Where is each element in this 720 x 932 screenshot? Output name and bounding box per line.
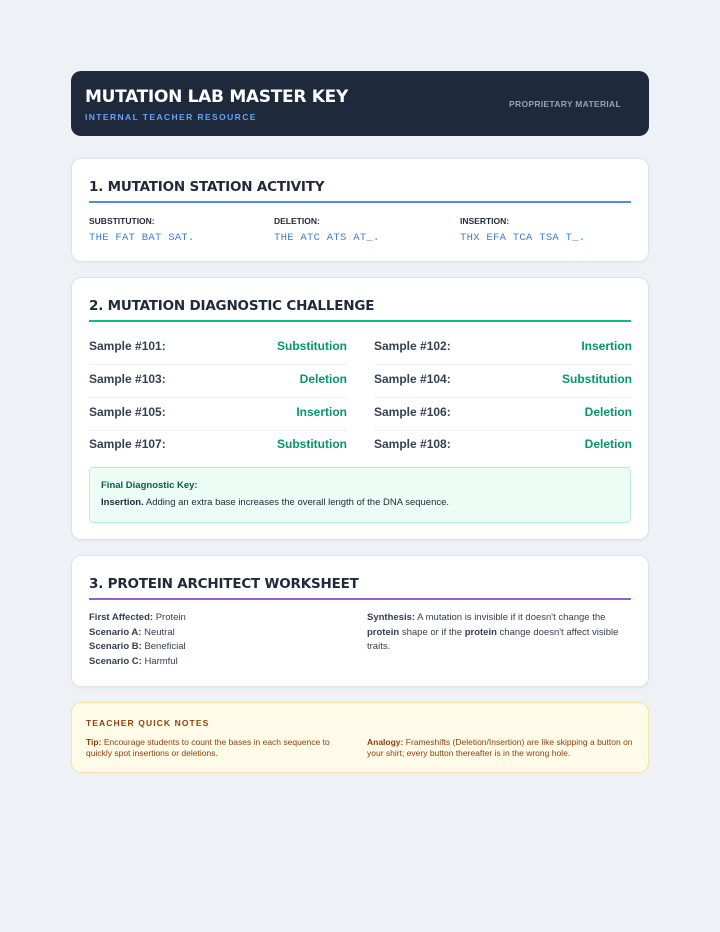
deletion-item bbox=[274, 216, 444, 244]
sample-name: Sample #108: bbox=[374, 437, 451, 451]
sample-result: Insertion bbox=[296, 405, 347, 419]
sample-row bbox=[89, 365, 347, 398]
sample-result: Deletion bbox=[584, 437, 632, 451]
mutation-label: SUBSTITUTION: bbox=[89, 216, 155, 226]
worksheet-value: Neutral bbox=[144, 626, 175, 638]
diagnostic-challenge-card bbox=[71, 277, 649, 540]
sample-result: Substitution bbox=[277, 339, 347, 353]
sample-row bbox=[89, 430, 347, 463]
teacher-notes bbox=[71, 702, 649, 773]
sample-name: Sample #105: bbox=[89, 405, 166, 419]
protein-architect-card bbox=[71, 555, 649, 687]
synthesis-label: Synthesis: bbox=[367, 612, 416, 623]
proprietary-tag: PROPRIETARY MATERIAL bbox=[509, 99, 621, 109]
worksheet-row bbox=[89, 640, 186, 655]
page-header bbox=[71, 71, 649, 136]
final-key-text bbox=[101, 497, 619, 508]
sample-row bbox=[89, 332, 347, 365]
sample-result: Insertion bbox=[581, 339, 632, 353]
tip-note bbox=[86, 737, 348, 759]
synthesis-part: A mutation is invisible if it doesn't change the bbox=[417, 612, 606, 623]
sample-name: Sample #103: bbox=[89, 372, 166, 386]
synthesis-emphasis: protein bbox=[464, 626, 497, 638]
sample-row bbox=[374, 332, 632, 365]
analogy-note bbox=[367, 737, 637, 759]
mutation-sequence: THE ATC ATS AT_. bbox=[274, 232, 380, 244]
sample-name: Sample #102: bbox=[374, 339, 451, 353]
section-title: 3. PROTEIN ARCHITECT WORKSHEET bbox=[89, 576, 359, 592]
sample-name: Sample #101: bbox=[89, 339, 166, 353]
synthesis-part: shape or if the bbox=[401, 626, 463, 638]
section-title: 1. MUTATION STATION ACTIVITY bbox=[89, 179, 325, 195]
page-title: MUTATION LAB MASTER KEY bbox=[85, 87, 348, 107]
sample-row bbox=[374, 398, 632, 431]
sample-name: Sample #104: bbox=[374, 372, 451, 386]
mutation-label: DELETION: bbox=[274, 216, 320, 226]
worksheet-answers bbox=[89, 611, 186, 669]
section-divider bbox=[89, 320, 631, 322]
worksheet-value: Protein bbox=[155, 612, 186, 623]
tip-text: Encourage students to count the bases in each sequence to quickly spot insertions or deletions. bbox=[86, 737, 330, 758]
substitution-item bbox=[89, 216, 259, 244]
section-divider bbox=[89, 201, 631, 203]
sample-row bbox=[374, 430, 632, 463]
final-diagnostic-key bbox=[89, 467, 631, 523]
sample-result: Deletion bbox=[584, 405, 632, 419]
sample-result: Substitution bbox=[277, 437, 347, 451]
insertion-item bbox=[460, 216, 630, 244]
final-key-term: Insertion. bbox=[101, 497, 144, 508]
synthesis-text bbox=[367, 611, 637, 655]
worksheet-row bbox=[89, 655, 186, 670]
sample-result: Substitution bbox=[562, 372, 632, 386]
page-subtitle: INTERNAL TEACHER RESOURCE bbox=[85, 112, 257, 122]
worksheet-value: Beneficial bbox=[144, 641, 186, 652]
mutation-station-card bbox=[71, 158, 649, 262]
worksheet-label: Scenario C: bbox=[89, 655, 142, 667]
worksheet-value: Harmful bbox=[144, 655, 178, 667]
section-divider bbox=[89, 598, 631, 600]
sample-name: Sample #106: bbox=[374, 405, 451, 419]
final-key-title: Final Diagnostic Key: bbox=[101, 480, 198, 491]
mutation-sequence: THX EFA TCA TSA T_. bbox=[460, 232, 586, 244]
mutation-sequence: THE FAT BAT SAT. bbox=[89, 232, 195, 244]
final-key-description: Adding an extra base increases the overall length of the DNA sequence. bbox=[145, 497, 450, 508]
worksheet-label: Scenario B: bbox=[89, 641, 142, 652]
sample-result: Deletion bbox=[299, 372, 347, 386]
sample-name: Sample #107: bbox=[89, 437, 166, 451]
synthesis-emphasis: protein bbox=[367, 626, 400, 638]
worksheet-row bbox=[89, 611, 186, 626]
worksheet-row bbox=[89, 626, 186, 641]
worksheet-label: Scenario A: bbox=[89, 626, 142, 638]
section-title: 2. MUTATION DIAGNOSTIC CHALLENGE bbox=[89, 298, 375, 314]
synthesis-part: change doesn't affect visible traits. bbox=[367, 626, 619, 652]
worksheet-label: First Affected: bbox=[89, 612, 154, 623]
notes-title: TEACHER QUICK NOTES bbox=[86, 718, 210, 728]
sample-row bbox=[89, 398, 347, 431]
sample-row bbox=[374, 365, 632, 398]
analogy-text: Frameshifts (Deletion/Insertion) are like skipping a button on your shirt; every button thereafter is in the wrong hole. bbox=[367, 737, 633, 758]
analogy-label: Analogy: bbox=[367, 737, 404, 747]
tip-label: Tip: bbox=[86, 737, 102, 747]
mutation-label: INSERTION: bbox=[460, 216, 510, 226]
